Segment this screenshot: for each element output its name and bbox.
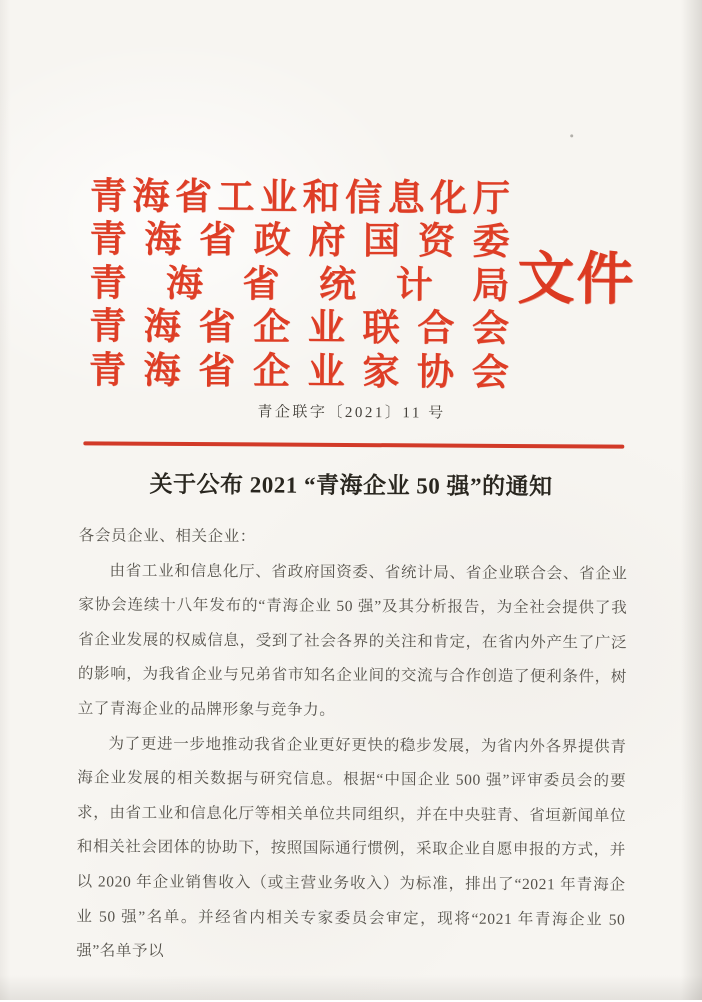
- reference-number: 青企联字〔2021〕11 号: [257, 404, 446, 422]
- letterhead-agency-4: 青 海 省 企 业 联 合 会: [88, 306, 510, 351]
- letterhead-document-word: 文件: [517, 248, 636, 312]
- body-paragraph-2: 为了更进一步地推动我省企业更好更快的稳步发展，为省内外各界提供青海企业发展的相关数据与研究信息。根据“中国企业 500 强”评审委员会的要求，由省工业和信息化厅等相关单位共同组织，并在中央驻青、省垣新闻单位和相关社会团体的协助下，按照国际通行惯例，采取企业自愿申报的方式，并以 2020 年企业销售收入（或主营业务收入）为标准，排出了“2021 年青海企业 50 强”名单。并经省内相关专家委员会审定，现将“2021 年青海企业 50 强”名单予以: [76, 735, 627, 960]
- document-body: [76, 519, 628, 972]
- scan-speck: [570, 134, 573, 137]
- letterhead-agency-3: 青 海 省 统 计 局: [89, 263, 510, 307]
- letterhead-agency-2: 青 海 省 政 府 国 资 委: [89, 219, 510, 264]
- red-divider-line: [83, 441, 624, 448]
- letterhead: [89, 175, 510, 395]
- salutation: 各会员企业、相关企业：: [78, 527, 256, 546]
- body-paragraph-1: 由省工业和信息化厅、省政府国资委、省统计局、省企业联合会、省企业家协会连续十八年发布的“青海企业 50 强”及其分析报告，为全社会提供了我省企业发展的权威信息，受到了社会各界的关注和肯定，在省内外产生了广泛的影响，为我省企业与兄弟省市知名企业间的交流与合作创造了便利条件，树立了青海企业的品牌形象与竞争力。: [77, 562, 628, 719]
- letterhead-agency-5: 青 海 省 企 业 家 协 会: [88, 349, 509, 394]
- document-title: 关于公布 2021 “青海企业 50 强”的通知: [149, 471, 553, 500]
- letterhead-agency-1: 青 海 省 工 业 和 信 息 化 厅: [89, 176, 510, 220]
